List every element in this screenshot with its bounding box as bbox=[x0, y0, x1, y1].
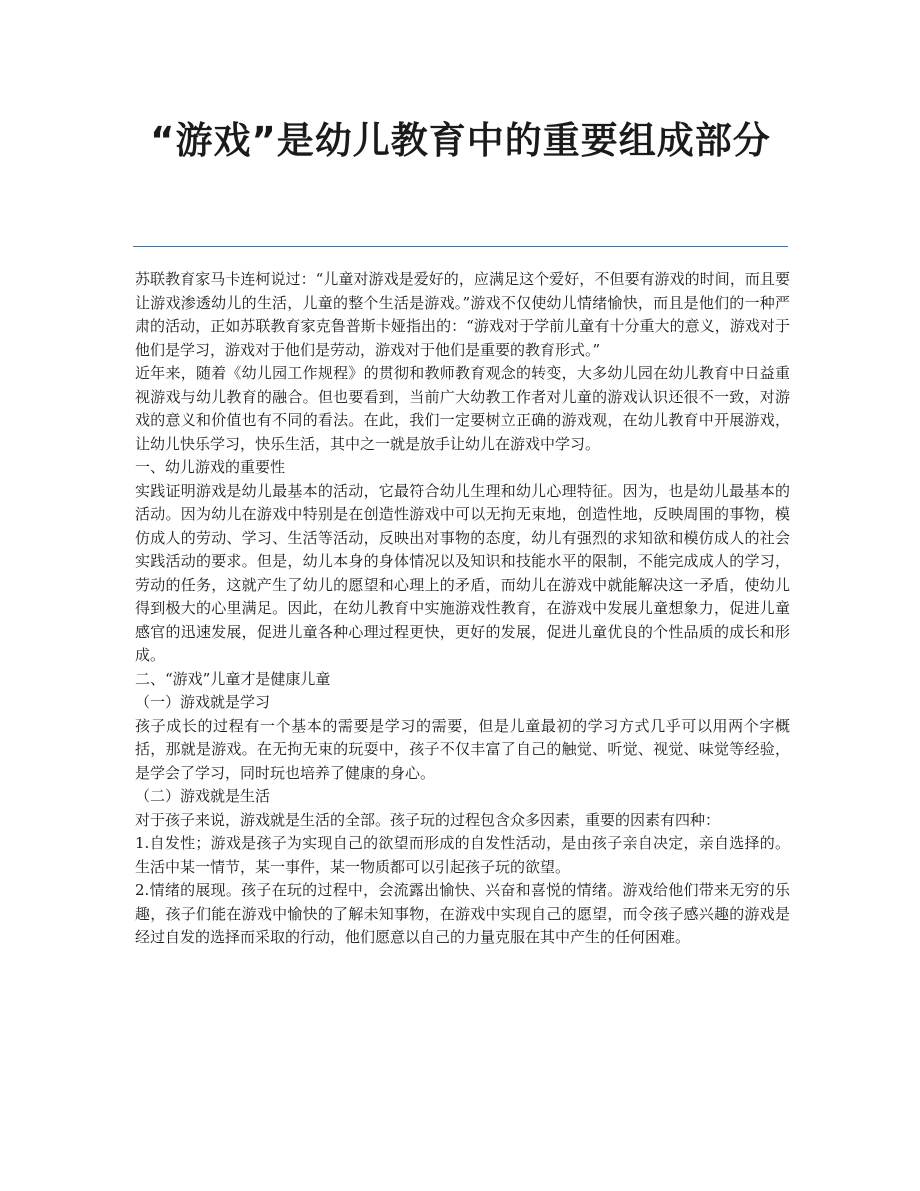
paragraph-importance: 实践证明游戏是幼儿最基本的活动，它最符合幼儿生理和幼儿心理特征。因为，也是幼儿最基本的活动。因为幼儿在游戏中特别是在创造性游戏中可以无拘无束地，创造性地，反映周围的事物，模仿成人的劳动、学习、生活等活动，反映出对事物的态度，幼儿有强烈的求知欲和模仿成人的社会实践活动的要求。但是，幼儿本身的身体情况以及知识和技能水平的限制，不能完成成人的学习，劳动的任务，这就产生了幼儿的愿望和心理上的矛盾，而幼儿在游戏中就能解决这一矛盾，使幼儿得到极大的心里满足。因此，在幼儿教育中实施游戏性教育，在游戏中发展儿童想象力，促进儿童感官的迅速发展，促进儿童各种心理过程更快，更好的发展，促进儿童优良的个性品质的成长和形成。 bbox=[135, 481, 790, 664]
paragraph-intro-quote: 苏联教育家马卡连柯说过：“儿童对游戏是爱好的，应满足这个爱好，不但要有游戏的时间，而且要让游戏渗透幼儿的生活，儿童的整个生活是游戏。”游戏不仅使幼儿情绪愉快，而且是他们的一种严肃的活动，正如苏联教育家克鲁普斯卡娅指出的：“游戏对于学前儿童有十分重大的意义，游戏对于他们是学习，游戏对于他们是劳动，游戏对于他们是重要的教育形式。” bbox=[135, 270, 790, 359]
paragraph-learning: 孩子成长的过程有一个基本的需要是学习的需要，但是儿童最初的学习方式几乎可以用两个字概括，那就是游戏。在无拘无束的玩耍中，孩子不仅丰富了自己的触觉、听觉、视觉、味觉等经验，是学会了学习，同时玩也培养了健康的身心。 bbox=[135, 716, 790, 782]
section-heading-1: 一、幼儿游戏的重要性 bbox=[135, 458, 286, 476]
title-divider bbox=[133, 246, 788, 247]
document-title: “游戏”是幼儿教育中的重要组成部分 bbox=[150, 119, 771, 162]
subsection-heading-1: （一）游戏就是学习 bbox=[135, 693, 271, 711]
section-heading-2: 二、“游戏”儿童才是健康儿童 bbox=[135, 669, 331, 688]
list-item-2: 2.情绪的展现。孩子在玩的过程中，会流露出愉快、兴奋和喜悦的情绪。游戏给他们带来无穷的乐趣，孩子们能在游戏中愉快的了解未知事物，在游戏中实现自己的愿望，而令孩子感兴趣的游戏是经过自发的选择而采取的行动，他们愿意以自己的力量克服在其中产生的任何困难。 bbox=[135, 881, 790, 946]
list-item-1: 1.自发性；游戏是孩子为实现自己的欲望而形成的自发性活动，是由孩子亲自决定，亲自选择的。生活中某一情节，某一事件，某一物质都可以引起孩子玩的欲望。 bbox=[135, 834, 790, 876]
paragraph-recent-years: 近年来，随着《幼儿园工作规程》的贯彻和教师教育观念的转变，大多幼儿园在幼儿教育中日益重视游戏与幼儿教育的融合。但也要看到，当前广大幼教工作者对儿童的游戏认识还很不一致，对游戏的意义和价值也有不同的看法。在此，我们一定要树立正确的游戏观，在幼儿教育中开展游戏，让幼儿快乐学习，快乐生活，其中之一就是放手让幼儿在游戏中学习。 bbox=[135, 364, 790, 453]
document-body bbox=[135, 268, 790, 950]
subsection-heading-2: （二）游戏就是生活 bbox=[135, 787, 271, 805]
paragraph-life: 对于孩子来说，游戏就是生活的全部。孩子玩的过程包含众多因素，重要的因素有四种： bbox=[135, 810, 721, 829]
